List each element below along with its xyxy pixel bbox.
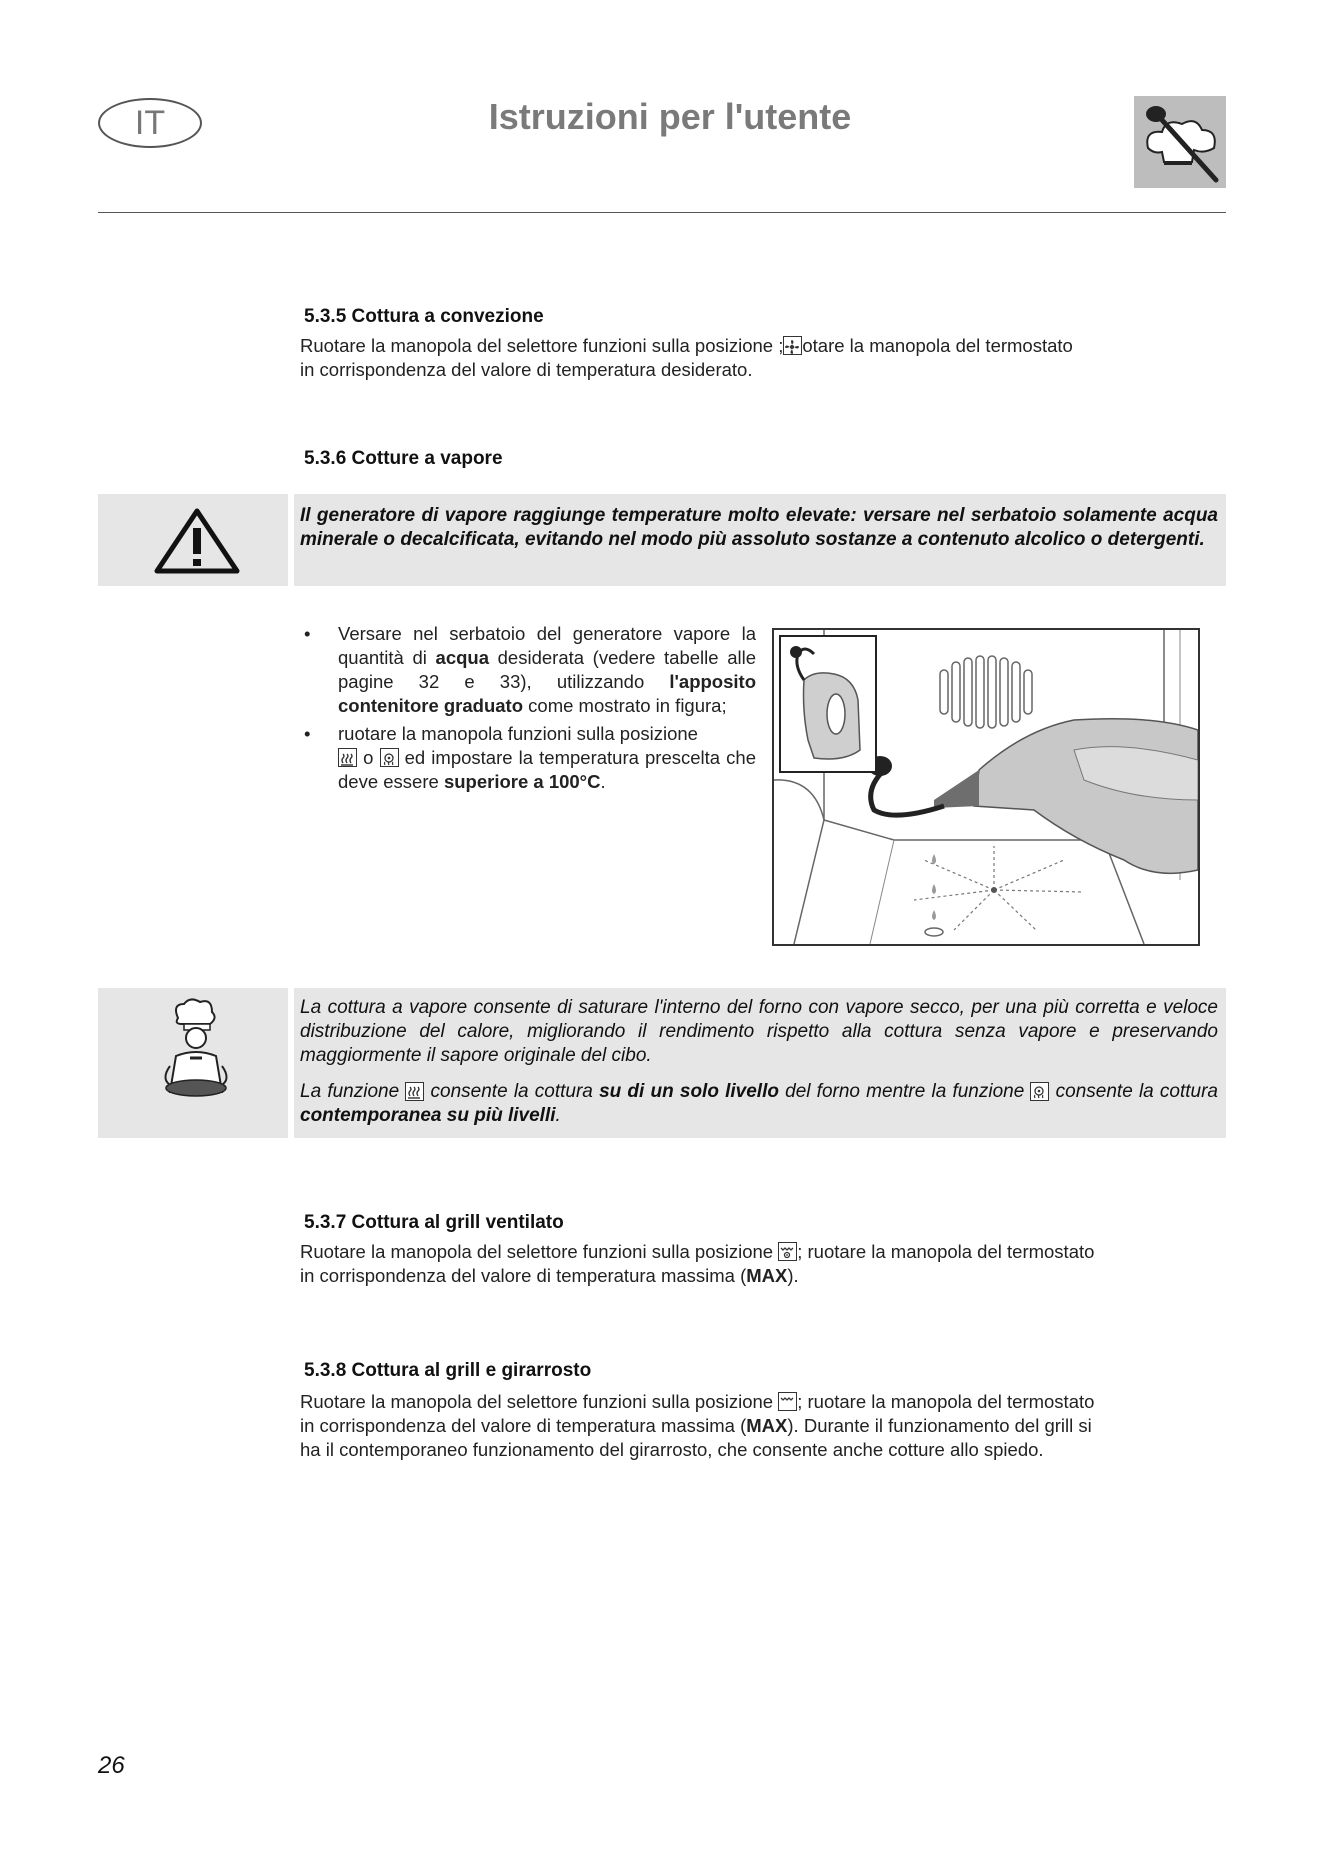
header-divider — [98, 212, 1226, 213]
warning-icon-panel — [98, 494, 288, 586]
section-title-5-3-7: 5.3.7 Cottura al grill ventilato — [304, 1212, 564, 1233]
steam-filling-illustration — [772, 628, 1200, 946]
fan-icon — [783, 336, 802, 355]
steam-single-level-icon — [338, 748, 357, 767]
list-item: • ruotare la manopola funzioni sulla posizione o ed impostare la temperatura prescelta che deve essere superiore a 100°C. — [300, 722, 756, 794]
section-body-5-3-7: Ruotare la manopola del selettore funzioni sulla posizione ; ruotare la manopola del termostato in corrispondenza del valore di temperatura massima (MAX). — [300, 1241, 1095, 1286]
steam-instructions — [300, 622, 756, 798]
chef-icon — [150, 996, 240, 1108]
page-number: 26 — [98, 1752, 125, 1779]
section-title-5-3-6: 5.3.6 Cotture a vapore — [304, 448, 503, 469]
grill-icon — [778, 1392, 797, 1411]
steam-fan-icon — [380, 748, 399, 767]
section-body-5-3-5 — [300, 334, 1226, 382]
warning-text: Il generatore di vapore raggiunge temperature molto elevate: versare nel serbatoio solamente acqua minerale o decalcificata, evitando nel modo più assoluto sostanze a contenuto alcolico o detergenti. — [300, 505, 1218, 550]
text-run: Ruotare la manopola del selettore funzioni sulla posizione ; — [300, 335, 784, 356]
section-title-5-3-8: 5.3.8 Cottura al grill e girarrosto — [304, 1360, 592, 1381]
tip-icon-panel — [98, 988, 288, 1138]
chef-hat-spoon-icon — [1134, 96, 1226, 188]
page-title: Istruzioni per l'utente — [488, 96, 852, 137]
text-run: in corrispondenza del valore di temperatura desiderato. — [300, 359, 753, 380]
tip-panel — [294, 988, 1226, 1138]
tip-paragraph-1: La cottura a vapore consente di saturare l'interno del forno con vapore secco, per una più corretta e veloce distribuzione del calore, migliorando il rendimento rispetto alla cottura senza vapore e preservando maggiormente il sapore originale del cibo. — [300, 997, 1218, 1066]
language-badge — [98, 98, 202, 148]
warning-triangle-icon — [154, 508, 240, 574]
tip-paragraph-2: La funzione consente la cottura su di un solo livello del forno mentre la funzione consente la cottura contemporanea su più livelli. — [300, 1081, 1218, 1126]
steam-single-level-icon — [405, 1082, 424, 1101]
text-run: otare la manopola del termostato — [802, 335, 1073, 356]
list-item: • Versare nel serbatoio del generatore vapore la quantità di acqua desiderata (vedere tabelle alle pagine 32 e 33), utilizzando l'apposito contenitore graduato come mostrato in figura; — [300, 622, 756, 718]
language-code: IT — [134, 103, 166, 142]
section-body-5-3-8: Ruotare la manopola del selettore funzioni sulla posizione ; ruotare la manopola del termostato in corrispondenza del valore di temperatura massima (MAX). Durante il funzionamento del grill si ha il contemporaneo funzionamento del girarrosto, che consente anche cotture allo spiedo. — [300, 1391, 1095, 1460]
warning-panel — [294, 494, 1226, 586]
steam-fan-icon — [1030, 1082, 1049, 1101]
section-title-5-3-5: 5.3.5 Cottura a convezione — [304, 306, 544, 327]
grill-fan-icon — [778, 1242, 797, 1261]
